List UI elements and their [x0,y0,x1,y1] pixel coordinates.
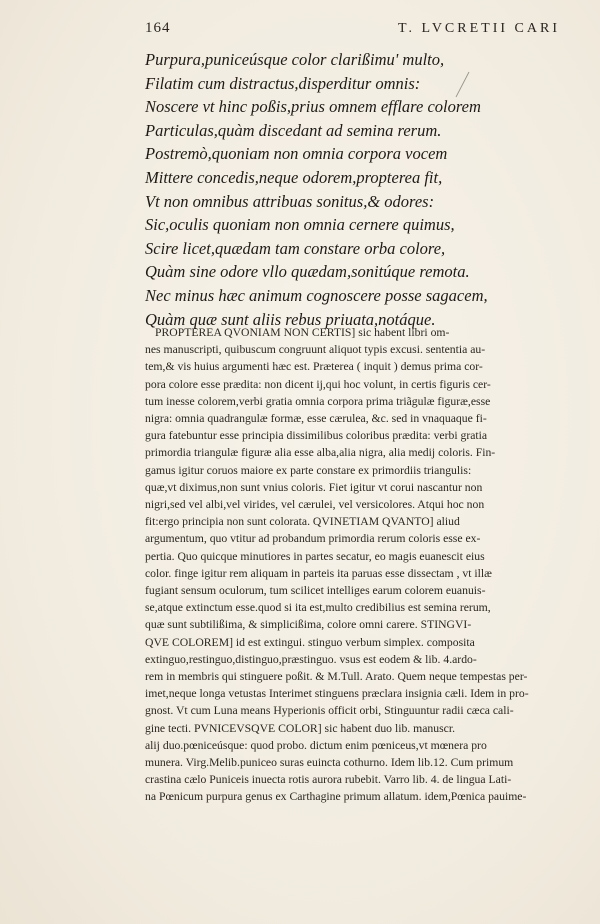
commentary-line: extinguo,restinguo,distinguo,præstinguo. vsus est eodem & lib. 4.ardo- [145,652,477,666]
commentary-line: na Pœnicum purpura genus ex Carthagine primum allatum. idem,Pœnica pauime- [145,790,527,804]
verse-line: Postremò,quoniam non omnia corpora vocem [145,144,448,164]
verse-line: Filatim cum distractus,disperditur omnis: [145,73,421,93]
commentary-block [145,324,557,806]
commentary-line: pertia. Quo quicque minutiores in partes secatur, eo magis euanescit eius [145,549,485,563]
commentary-line: se,atque extinctum esse.quod si ita est,multo credibilius est semina rerum, [145,601,491,615]
verse-line: Vt non omnibus attribuas sonitus,& odores: [145,191,435,211]
commentary-line: gamus igitur coruos maiore ex parte constare ex primordiis triangulis: [145,463,472,477]
commentary-line: munera. Virg.Melib.puniceo suras euincta cothurno. Idem lib.12. Cum primum [145,756,514,770]
verse-line: Quàm quæ sunt aliis rebus priuata,notáque. [145,309,436,329]
verse-line: Quàm sine odore vllo quædam,sonitúque remota. [145,262,470,282]
commentary-line: nigri,sed vel albi,vel virides, vel cærulei, vel versicolores. Atqui hoc non [145,498,485,512]
pencil-mark [452,70,472,100]
commentary-line: tem,& vis huius argumenti hæc est. Præterea ( inquit ) demus prima cor- [145,360,483,374]
verse-line: Scire licet,quædam tam constare orba colore, [145,238,446,258]
commentary-line: alij duo.pœniceúsque: quod probo. dictum enim pœniceus,vt mœnera pro [145,738,487,752]
page-header [145,20,560,37]
commentary-line: crastina cælo Puniceis inuecta rotis aurora rubebit. Varro lib. 4. de lingua Lati- [145,773,512,787]
verse-line: Purpura,puniceúsque color clarißimu' multo, [145,50,445,69]
commentary-line: argumentum, quo vtitur ad probandum primordia rerum coloris esse ex- [145,532,481,546]
commentary-line: quæ,vt diximus,non sunt vnius coloris. Fiet igitur vt corui nascantur non [145,480,483,494]
commentary-line: imet,neque longa vetustas Interimet stinguens præclara insignia cæli. Idem in pro- [145,687,529,701]
commentary-line: nigra: omnia quadrangulæ formæ, esse cærulea, &c. sed in vnaquaque fi- [145,412,487,426]
verse-line: Sic,oculis quoniam non omnia cernere quimus, [145,215,455,235]
commentary-line: QVE COLOREM] id est extingui. stinguo verbum simplex. composita [145,635,475,649]
commentary-line: fit:ergo principia non sunt colorata. QVINETIAM QVANTO] aliud [145,515,460,529]
commentary-line: primordia triangulæ figuræ alia esse alba,alia nigra, alia medij coloris. Fin- [145,446,496,460]
verse-line: Noscere vt hinc poßis,prius omnem efflare colorem [145,97,481,117]
verse-line: Particulas,quàm discedant ad semina rerum. [145,120,442,140]
commentary-line: gnost. Vt cum Luna means Hyperionis officit orbi, Stinguuntur radii cæca cali- [145,704,514,718]
commentary-line: quæ sunt subtilißima, & simplicißima, colore omni carere. STINGVI- [145,618,472,632]
commentary-line: nes manuscripti, quibuscum congruunt aliquot typis excusi. sententia au- [145,343,486,357]
commentary-line: PROPTEREA QVONIAM NON CERTIS] sic habent libri om- [155,326,450,339]
running-head: T. LVCRETII CARI [398,21,560,36]
commentary-line: fugiant sensum oculorum, tum scilicet intelliges earum colorem euanuis- [145,584,486,598]
verse-line: Nec minus hæc animum cognoscere posse sagacem, [145,285,488,305]
commentary-line: pora colore esse prædita: non dicent ij,qui hoc volunt, in certis figuris cer- [145,377,491,391]
commentary-line: gura fatebuntur esse principia dissimilibus coloribus prædita: verbi gratia [145,429,488,443]
verse-line: Mittere concedis,neque odorem,propterea fit, [145,167,443,187]
commentary-line: color. finge igitur rem aliquam in parteis ita paruas esse dissectam , vt illæ [145,566,492,580]
page-number: 164 [145,20,171,36]
commentary-line: tum inesse colorem,verbi gratia omnia corpora prima triãgulæ figuræ,esse [145,394,491,408]
commentary-line: rem in membris qui stinguere poßit. & M.Tull. Arato. Quem neque tempestas per- [145,670,528,684]
commentary-line: gine tecti. PVNICEVSQVE COLOR] sic habent duo lib. manuscr. [145,721,456,735]
